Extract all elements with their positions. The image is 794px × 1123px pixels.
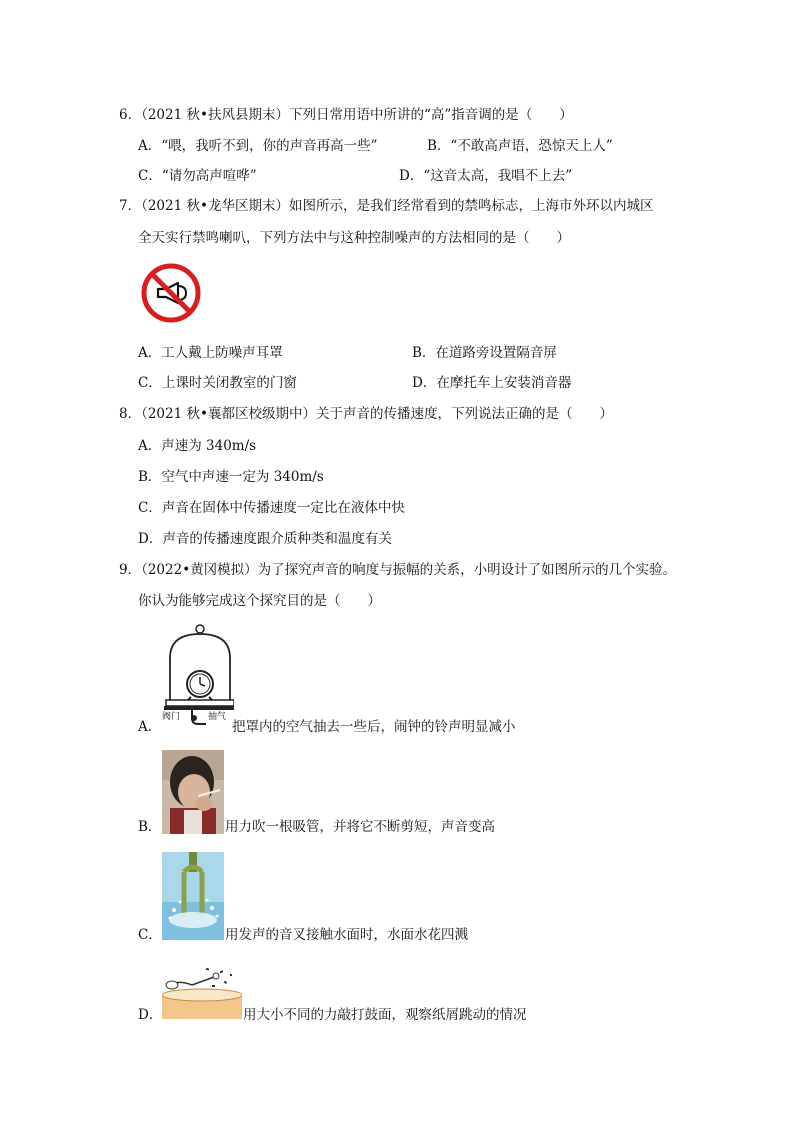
blowing-straw-photo: [162, 750, 224, 834]
drum-paper-scraps-icon: [162, 965, 242, 1019]
q8-option-a: A．声速为 340m/s: [138, 438, 257, 454]
q7-option-c: C．上课时关闭教室的门窗: [138, 375, 297, 391]
q9-option-a-text: 把罩内的空气抽去一些后，闹钟的铃声明显减小: [232, 719, 516, 735]
q9-option-c-letter: C．: [138, 927, 162, 943]
pump-label: 抽气: [208, 712, 227, 722]
q8-option-b: B．空气中声速一定为 340m/s: [138, 469, 324, 485]
q7-option-d: D．在摩托车上安装消音器: [412, 375, 572, 391]
q6-option-b: B．“不敢高声语，恐惊天上人”: [427, 138, 613, 154]
q9-stem-line2: 你认为能够完成这个探究目的是（ ）: [138, 593, 381, 609]
q7-option-b: B．在道路旁设置隔音屏: [412, 345, 557, 361]
q8-option-d: D．声音的传播速度跟介质种类和温度有关: [138, 531, 392, 547]
q9-option-d-text: 用大小不同的力敲打鼓面，观察纸屑跳动的情况: [243, 1007, 527, 1023]
q6-option-d: D．“这音太高，我唱不上去”: [399, 168, 573, 184]
q7-option-a: A．工人戴上防噪声耳罩: [138, 345, 283, 361]
q9-option-d-letter: D．: [138, 1007, 163, 1023]
no-horn-sign-icon: [140, 262, 202, 324]
q9-option-a-letter: A．: [138, 719, 162, 735]
q6-stem: 6．（2021 秋•扶风县期末）下列日常用语中所讲的“高”指音调的是（ ）: [119, 107, 573, 123]
q7-stem-line1: 7．（2021 秋•龙华区期末）如图所示，是我们经常看到的禁鸣标志，上海市外环以内城区: [119, 198, 654, 214]
q9-option-b-letter: B．: [138, 819, 162, 835]
tuning-fork-water-photo: [162, 852, 224, 940]
q8-stem: 8．（2021 秋•襄都区校级期中）关于声音的传播速度，下列说法正确的是（ ）: [119, 406, 613, 422]
q9-option-b-text: 用力吹一根吸管，并将它不断剪短，声音变高: [225, 819, 495, 835]
q6-option-a: A．“喂，我听不到，你的声音再高一些”: [138, 138, 378, 154]
q8-option-c: C．声音在固体中传播速度一定比在液体中快: [138, 500, 405, 516]
q7-stem-line2: 全天实行禁鸣喇叭，下列方法中与这种控制噪声的方法相同的是（ ）: [138, 230, 570, 246]
q9-stem-line1: 9．（2022•黄冈模拟）为了探究声音的响度与振幅的关系，小明设计了如图所示的几个实验。: [119, 562, 677, 578]
q6-option-c: C．“请勿高声喧哗”: [138, 168, 257, 184]
q9-option-c-text: 用发声的音叉接触水面时，水面水花四溅: [225, 927, 468, 943]
valve-label: 阀门: [162, 712, 181, 722]
